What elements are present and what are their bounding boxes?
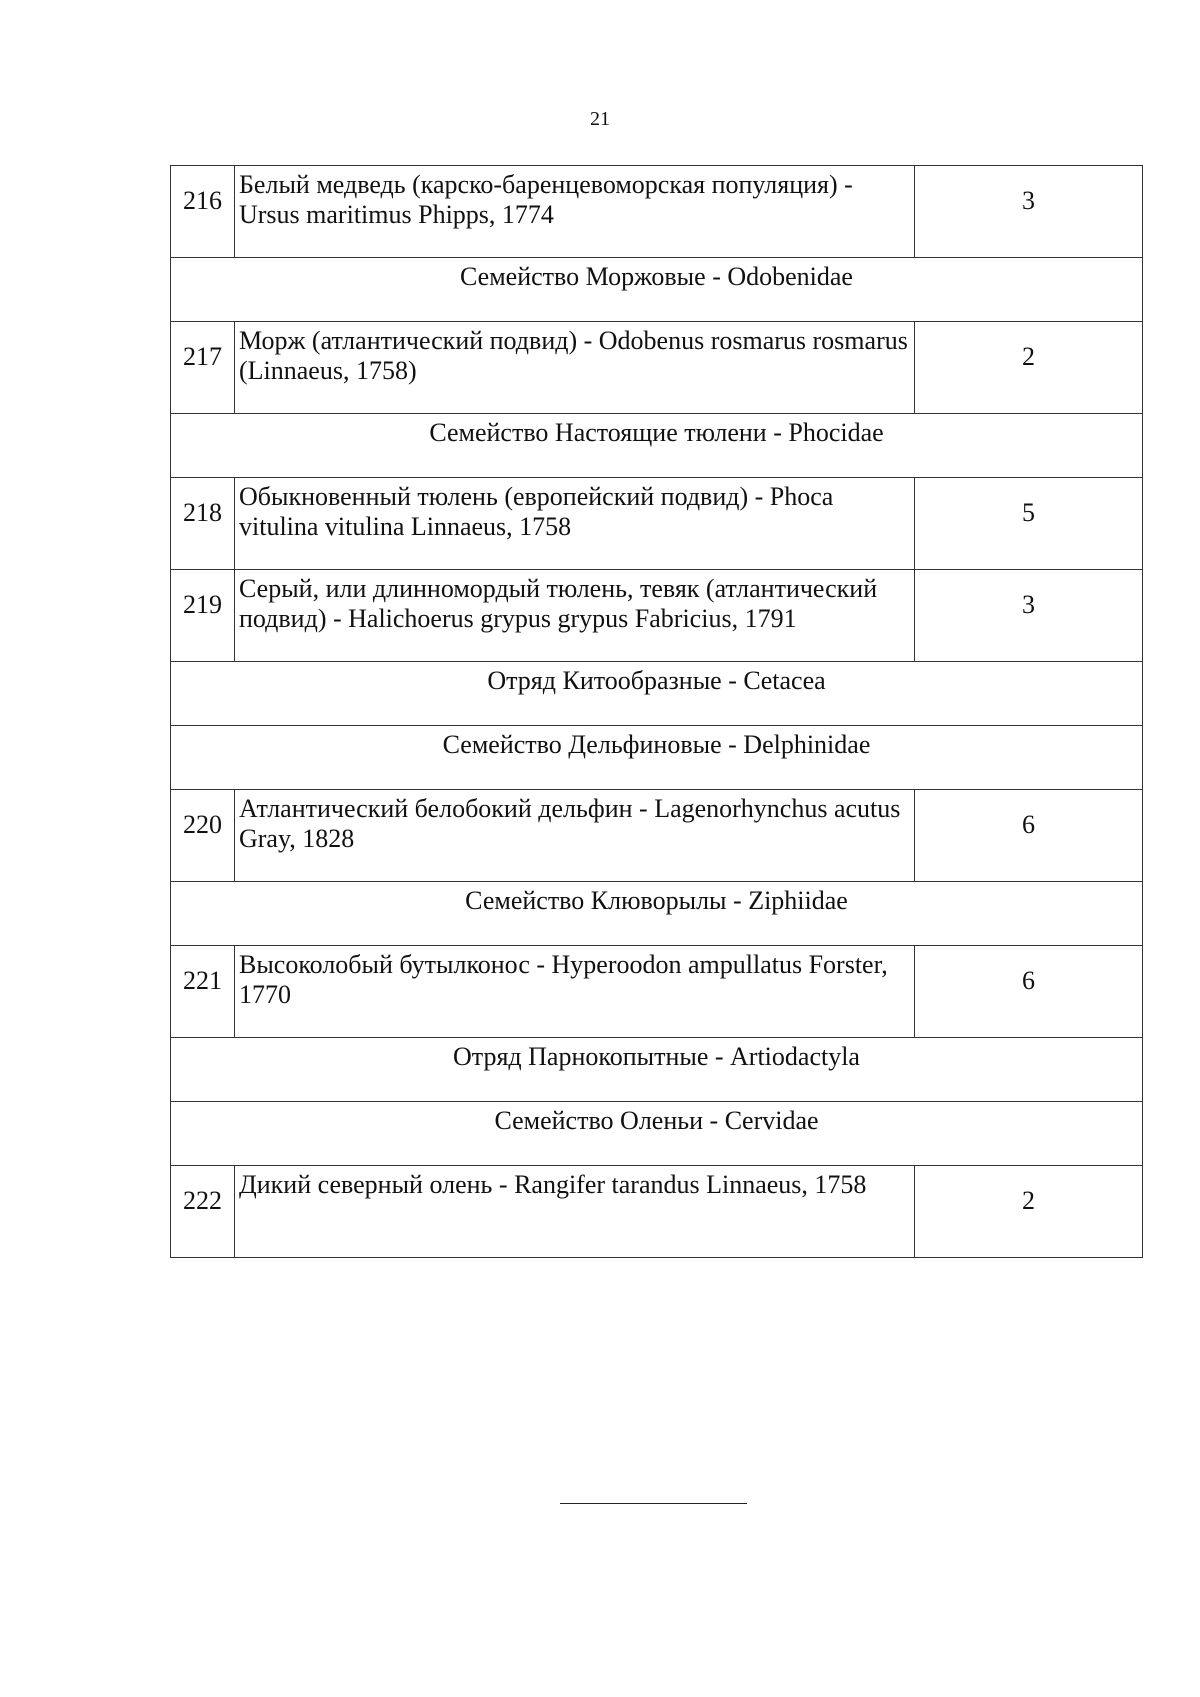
species-row bbox=[171, 790, 1143, 882]
species-number: 217 bbox=[171, 322, 235, 414]
species-number: 220 bbox=[171, 790, 235, 882]
species-row bbox=[171, 946, 1143, 1038]
species-table-body bbox=[171, 166, 1143, 1258]
rarity-category: 3 bbox=[915, 570, 1143, 662]
species-table bbox=[170, 165, 1143, 1258]
species-number: 219 bbox=[171, 570, 235, 662]
species-number: 221 bbox=[171, 946, 235, 1038]
page-number: 21 bbox=[590, 108, 610, 130]
rarity-category: 5 bbox=[915, 478, 1143, 570]
taxon-group-heading: Отряд Китообразные - Cetacea bbox=[171, 662, 1143, 726]
species-name: Белый медведь (карско-баренцевоморская популяция) - Ursus maritimus Phipps, 1774 bbox=[235, 166, 915, 258]
species-number: 216 bbox=[171, 166, 235, 258]
species-name: Обыкновенный тюлень (европейский подвид) - Phoca vitulina vitulina Linnaeus, 1758 bbox=[235, 478, 915, 570]
species-number: 218 bbox=[171, 478, 235, 570]
end-of-document-rule bbox=[560, 1503, 747, 1504]
taxon-group-row bbox=[171, 662, 1143, 726]
rarity-category: 3 bbox=[915, 166, 1143, 258]
taxon-group-row bbox=[171, 414, 1143, 478]
taxon-group-row bbox=[171, 726, 1143, 790]
rarity-category: 2 bbox=[915, 322, 1143, 414]
rarity-category: 2 bbox=[915, 1166, 1143, 1258]
species-row bbox=[171, 166, 1143, 258]
taxon-group-row bbox=[171, 882, 1143, 946]
taxon-group-heading: Семейство Настоящие тюлени - Phocidae bbox=[171, 414, 1143, 478]
species-row bbox=[171, 570, 1143, 662]
species-name: Высоколобый бутылконос - Hyperoodon ampullatus Forster, 1770 bbox=[235, 946, 915, 1038]
species-number: 222 bbox=[171, 1166, 235, 1258]
species-row bbox=[171, 322, 1143, 414]
taxon-group-row bbox=[171, 1038, 1143, 1102]
taxon-group-heading: Семейство Дельфиновые - Delphinidae bbox=[171, 726, 1143, 790]
species-row bbox=[171, 478, 1143, 570]
taxon-group-row bbox=[171, 258, 1143, 322]
species-name: Морж (атлантический подвид) - Odobenus rosmarus rosmarus (Linnaeus, 1758) bbox=[235, 322, 915, 414]
species-name: Серый, или длинномордый тюлень, тевяк (атлантический подвид) - Halichoerus grypus grypus Fabricius, 1791 bbox=[235, 570, 915, 662]
species-row bbox=[171, 1166, 1143, 1258]
taxon-group-row bbox=[171, 1102, 1143, 1166]
species-name: Атлантический белобокий дельфин - Lagenorhynchus acutus Gray, 1828 bbox=[235, 790, 915, 882]
taxon-group-heading: Семейство Моржовые - Odobenidae bbox=[171, 258, 1143, 322]
taxon-group-heading: Семейство Клюворылы - Ziphiidae bbox=[171, 882, 1143, 946]
species-name: Дикий северный олень - Rangifer tarandus Linnaeus, 1758 bbox=[235, 1166, 915, 1258]
rarity-category: 6 bbox=[915, 790, 1143, 882]
taxon-group-heading: Отряд Парнокопытные - Artiodactyla bbox=[171, 1038, 1143, 1102]
rarity-category: 6 bbox=[915, 946, 1143, 1038]
taxon-group-heading: Семейство Оленьи - Cervidae bbox=[171, 1102, 1143, 1166]
